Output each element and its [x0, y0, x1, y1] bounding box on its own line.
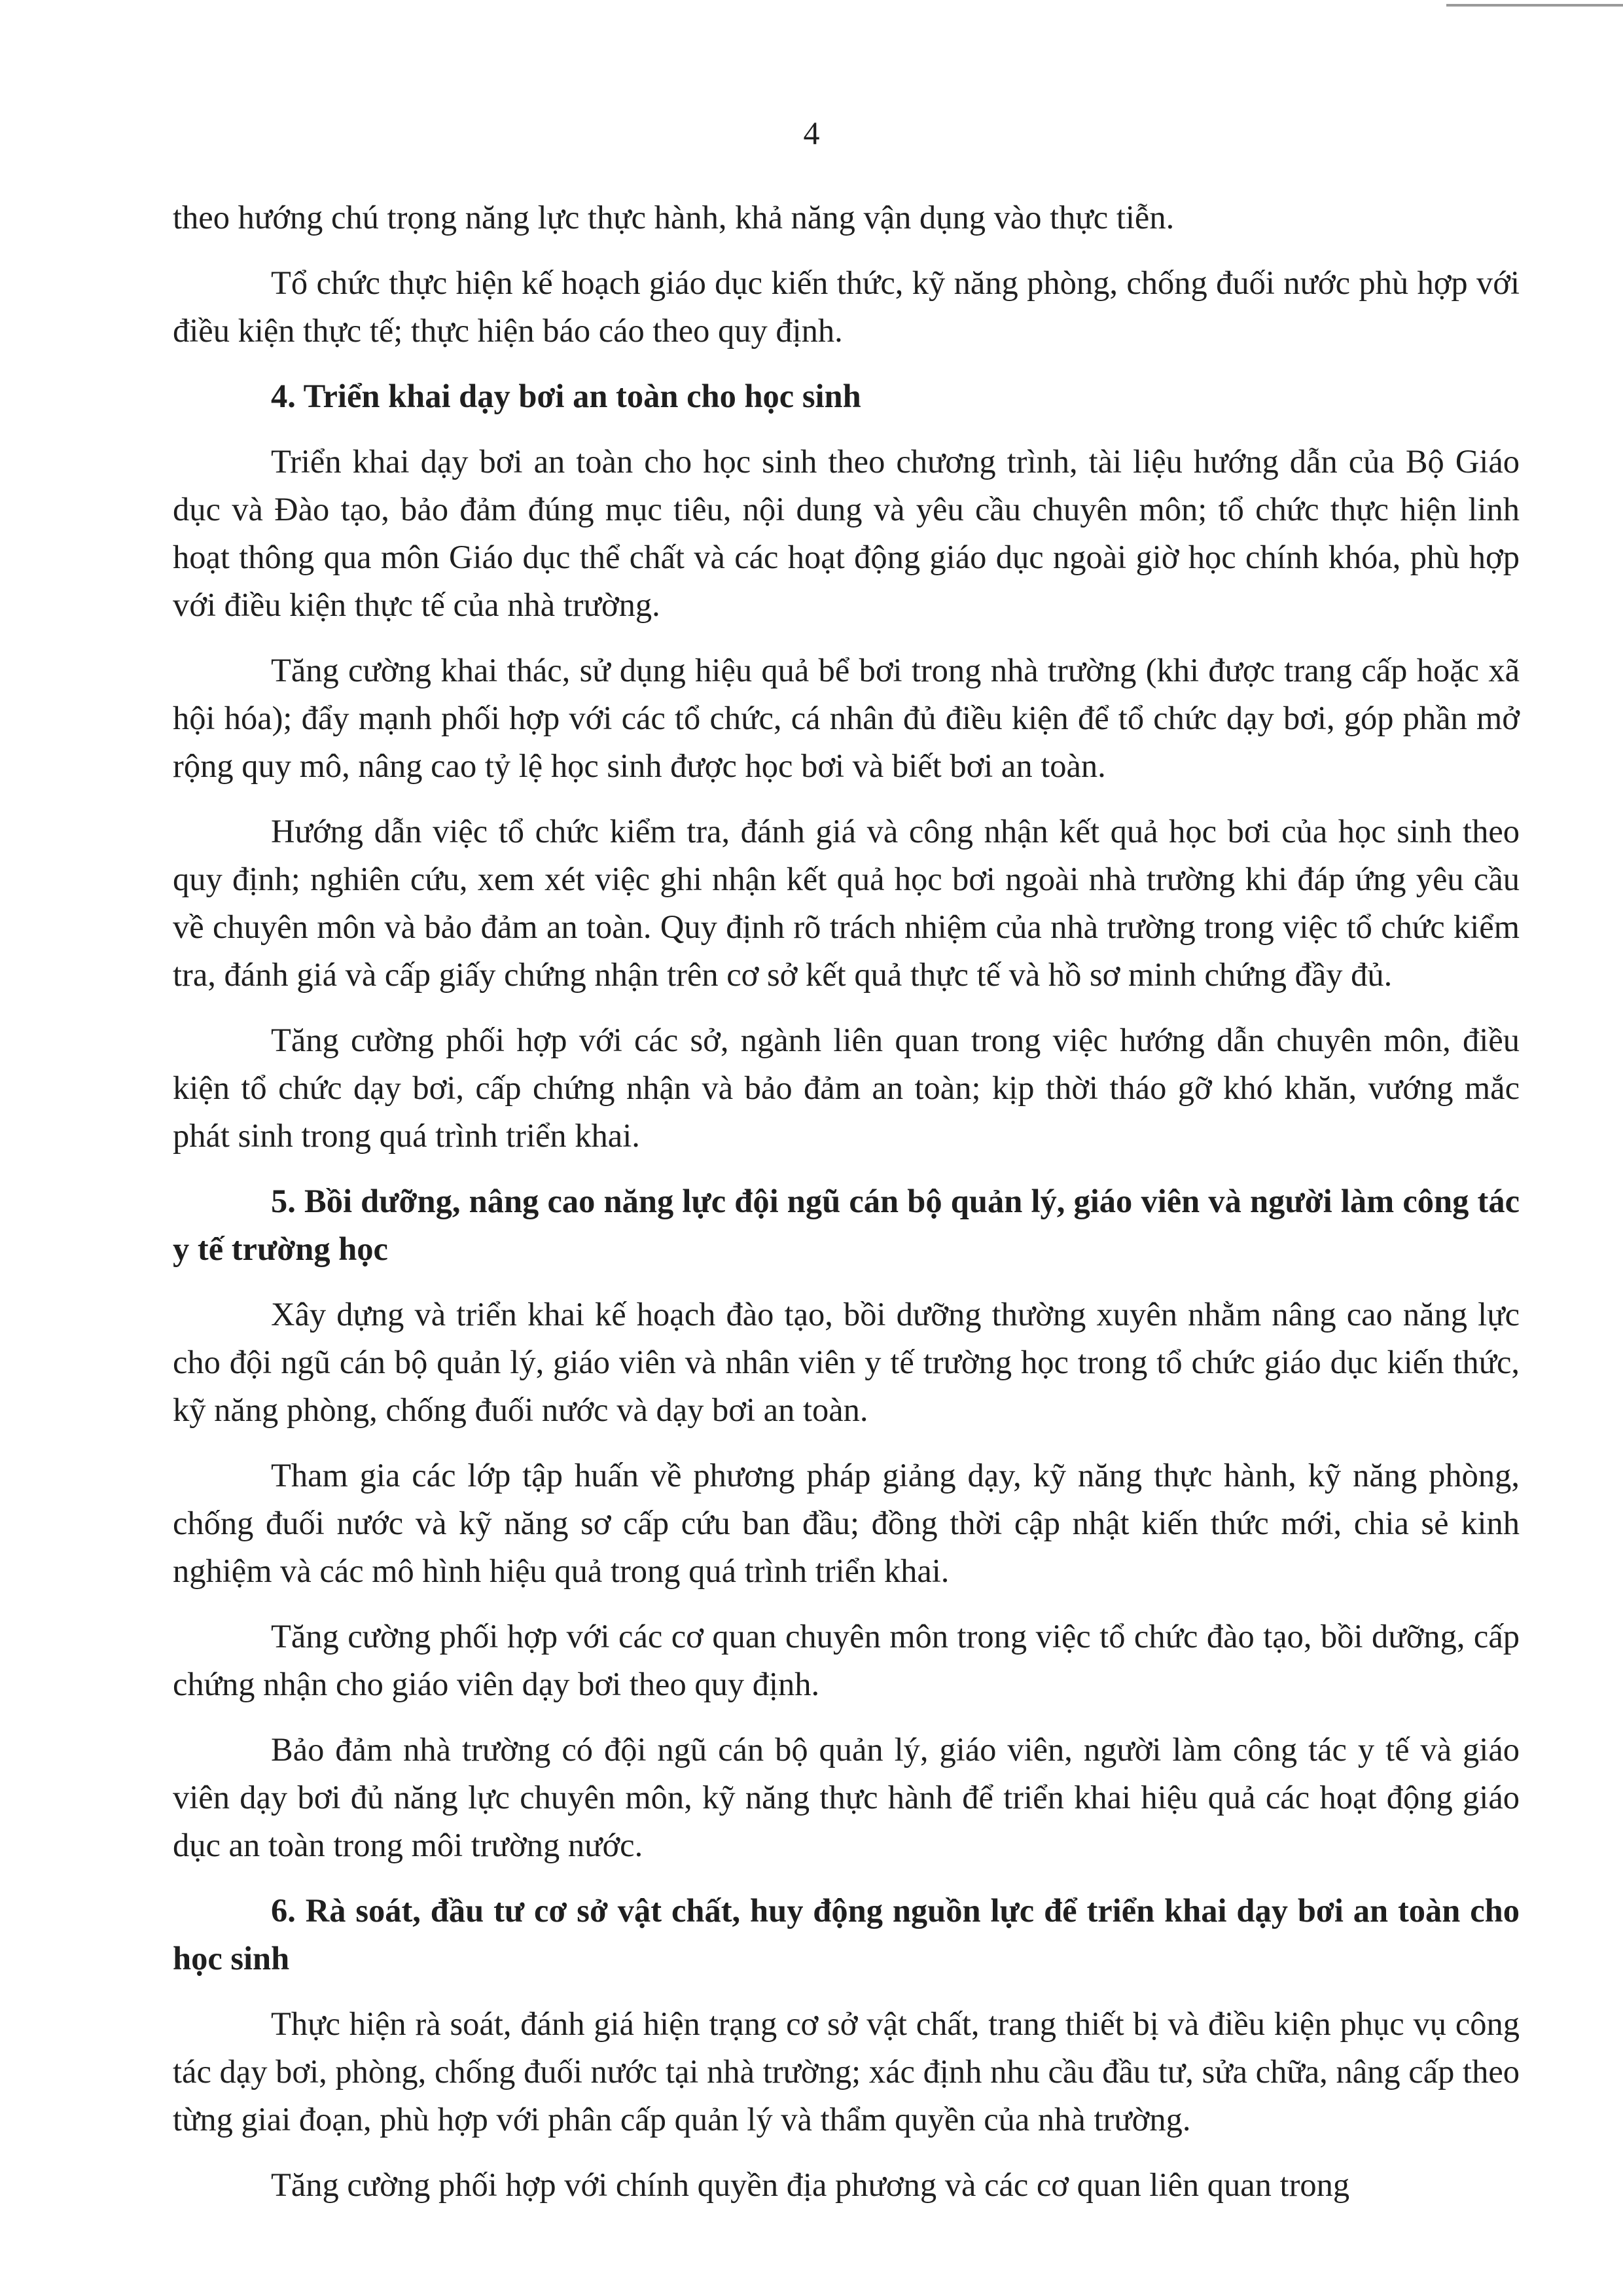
paragraph: Hướng dẫn việc tổ chức kiểm tra, đánh giá và công nhận kết quả học bơi của học sinh theo quy định; nghiên cứu, xem xét việc ghi nhận kết quả học bơi ngoài nhà trường khi đáp ứng yêu cầu về chuyên môn và bảo đảm an toàn. Quy định rõ trách nhiệm của nhà trường trong việc tổ chức kiểm tra, đánh giá và cấp giấy chứng nhận trên cơ sở kết quả thực tế và hồ sơ minh chứng đầy đủ.	[173, 813, 1520, 993]
section-heading-6: 6. Rà soát, đầu tư cơ sở vật chất, huy động nguồn lực để triển khai dạy bơi an toàn cho học sinh	[173, 1892, 1520, 1977]
paragraph: Bảo đảm nhà trường có đội ngũ cán bộ quản lý, giáo viên, người làm công tác y tế và giáo viên dạy bơi đủ năng lực chuyên môn, kỹ năng thực hành để triển khai hiệu quả các hoạt động giáo dục an toàn trong môi trường nước.	[173, 1731, 1520, 1863]
paragraph: Tăng cường phối hợp với các cơ quan chuyên môn trong việc tổ chức đào tạo, bồi dưỡng, cấp chứng nhận cho giáo viên dạy bơi theo quy định.	[173, 1618, 1520, 1702]
paragraph: Tăng cường khai thác, sử dụng hiệu quả bể bơi trong nhà trường (khi được trang cấp hoặc xã hội hóa); đẩy mạnh phối hợp với các tổ chức, cá nhân đủ điều kiện để tổ chức dạy bơi, góp phần mở rộng quy mô, nâng cao tỷ lệ học sinh được học bơi và biết bơi an toàn.	[173, 652, 1520, 784]
paragraph: Tham gia các lớp tập huấn về phương pháp giảng dạy, kỹ năng thực hành, kỹ năng phòng, chống đuối nước và kỹ năng sơ cấp cứu ban đầu; đồng thời cập nhật kiến thức mới, chia sẻ kinh nghiệm và các mô hình hiệu quả trong quá trình triển khai.	[173, 1457, 1520, 1589]
paragraph: Tăng cường phối hợp với chính quyền địa phương và các cơ quan liên quan trong	[271, 2166, 1350, 2203]
paragraph: Tăng cường phối hợp với các sở, ngành liên quan trong việc hướng dẫn chuyên môn, điều kiện tổ chức dạy bơi, cấp chứng nhận và bảo đảm an toàn; kịp thời tháo gỡ khó khăn, vướng mắc phát sinh trong quá trình triển khai.	[173, 1022, 1520, 1154]
scan-edge-line	[1446, 4, 1623, 7]
document-body	[173, 194, 1520, 2227]
section-heading-5: 5. Bồi dưỡng, nâng cao năng lực đội ngũ cán bộ quản lý, giáo viên và người làm công tác y tế trường học	[173, 1183, 1520, 1267]
page-number: 4	[803, 115, 820, 151]
paragraph: theo hướng chú trọng năng lực thực hành, khả năng vận dụng vào thực tiễn.	[173, 199, 1175, 236]
paragraph: Triển khai dạy bơi an toàn cho học sinh theo chương trình, tài liệu hướng dẫn của Bộ Giáo dục và Đào tạo, bảo đảm đúng mục tiêu, nội dung và yêu cầu chuyên môn; tổ chức thực hiện linh hoạt thông qua môn Giáo dục thể chất và các hoạt động giáo dục ngoài giờ học chính khóa, phù hợp với điều kiện thực tế của nhà trường.	[173, 443, 1520, 623]
paragraph: Thực hiện rà soát, đánh giá hiện trạng cơ sở vật chất, trang thiết bị và điều kiện phục vụ công tác dạy bơi, phòng, chống đuối nước tại nhà trường; xác định nhu cầu đầu tư, sửa chữa, nâng cấp theo từng giai đoạn, phù hợp với phân cấp quản lý và thẩm quyền của nhà trường.	[173, 2005, 1520, 2138]
paragraph: Tổ chức thực hiện kế hoạch giáo dục kiến thức, kỹ năng phòng, chống đuối nước phù hợp với điều kiện thực tế; thực hiện báo cáo theo quy định.	[173, 264, 1520, 349]
section-heading-4: 4. Triển khai dạy bơi an toàn cho học sinh	[271, 378, 861, 414]
paragraph: Xây dựng và triển khai kế hoạch đào tạo, bồi dưỡng thường xuyên nhằm nâng cao năng lực cho đội ngũ cán bộ quản lý, giáo viên và nhân viên y tế trường học trong tổ chức giáo dục kiến thức, kỹ năng phòng, chống đuối nước và dạy bơi an toàn.	[173, 1296, 1520, 1428]
